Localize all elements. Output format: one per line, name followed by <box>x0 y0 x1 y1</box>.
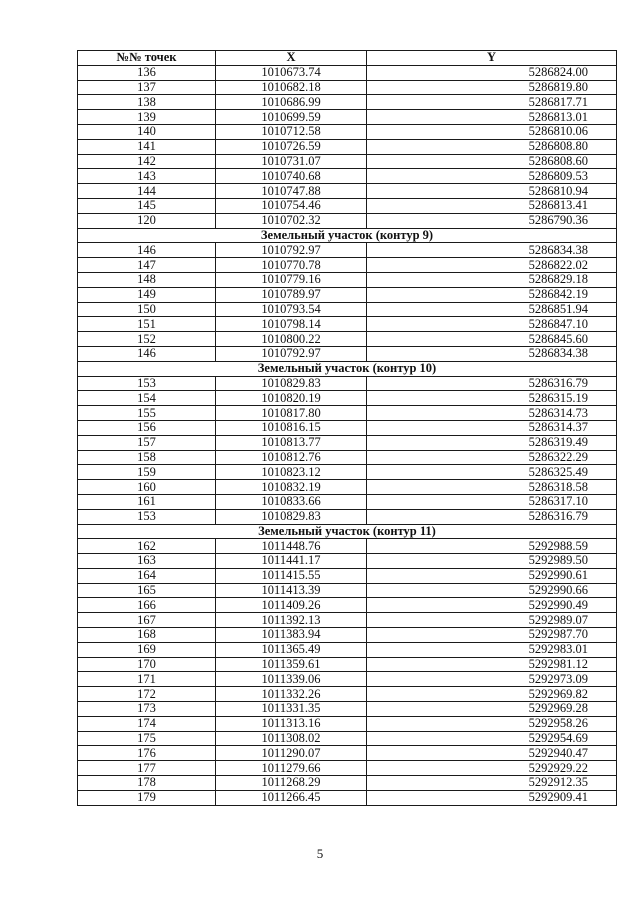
table-row <box>78 110 617 125</box>
x-coordinate-cell: 1010731.07 <box>216 154 367 169</box>
point-number-cell: 171 <box>78 672 216 687</box>
x-coordinate-cell: 1010816.15 <box>216 420 367 435</box>
table-row <box>78 272 617 287</box>
point-number-cell: 147 <box>78 258 216 273</box>
x-coordinate-cell: 1011415.55 <box>216 568 367 583</box>
y-coordinate-cell: 5292983.01 <box>367 642 617 657</box>
point-number-cell: 141 <box>78 139 216 154</box>
x-coordinate-cell: 1011448.76 <box>216 539 367 554</box>
table-row <box>78 613 617 628</box>
table-row <box>78 213 617 228</box>
table-row <box>78 139 617 154</box>
point-number-cell: 175 <box>78 731 216 746</box>
table-row <box>78 450 617 465</box>
y-coordinate-cell: 5292940.47 <box>367 746 617 761</box>
x-coordinate-cell: 1011365.49 <box>216 642 367 657</box>
x-coordinate-cell: 1011332.26 <box>216 687 367 702</box>
table-row <box>78 465 617 480</box>
y-coordinate-cell: 5286845.60 <box>367 332 617 347</box>
point-number-cell: 174 <box>78 716 216 731</box>
point-number-cell: 169 <box>78 642 216 657</box>
point-number-cell: 153 <box>78 376 216 391</box>
point-number-cell: 156 <box>78 420 216 435</box>
point-number-cell: 149 <box>78 287 216 302</box>
table-row <box>78 761 617 776</box>
x-coordinate-cell: 1011409.26 <box>216 598 367 613</box>
table-row <box>78 554 617 569</box>
point-number-cell: 145 <box>78 198 216 213</box>
y-coordinate-cell: 5286842.19 <box>367 287 617 302</box>
y-coordinate-cell: 5286319.49 <box>367 435 617 450</box>
x-coordinate-cell: 1010832.19 <box>216 480 367 495</box>
y-coordinate-cell: 5292989.07 <box>367 613 617 628</box>
x-coordinate-cell: 1011268.29 <box>216 776 367 791</box>
table-row <box>78 154 617 169</box>
point-number-cell: 177 <box>78 761 216 776</box>
point-number-cell: 167 <box>78 613 216 628</box>
point-number-cell: 140 <box>78 124 216 139</box>
table-row <box>78 80 617 95</box>
y-coordinate-cell: 5286813.01 <box>367 110 617 125</box>
y-coordinate-cell: 5292973.09 <box>367 672 617 687</box>
x-coordinate-cell: 1010792.97 <box>216 243 367 258</box>
section-row <box>78 228 617 243</box>
y-coordinate-cell: 5286810.94 <box>367 184 617 199</box>
y-coordinate-cell: 5286809.53 <box>367 169 617 184</box>
x-coordinate-cell: 1011441.17 <box>216 554 367 569</box>
table-row <box>78 376 617 391</box>
x-coordinate-cell: 1011290.07 <box>216 746 367 761</box>
point-number-cell: 172 <box>78 687 216 702</box>
table-row <box>78 480 617 495</box>
y-coordinate-cell: 5292958.26 <box>367 716 617 731</box>
table-row <box>78 716 617 731</box>
y-coordinate-cell: 5292981.12 <box>367 657 617 672</box>
y-coordinate-cell: 5286834.38 <box>367 346 617 361</box>
y-coordinate-cell: 5292987.70 <box>367 628 617 643</box>
y-coordinate-cell: 5292990.66 <box>367 583 617 598</box>
point-number-cell: 152 <box>78 332 216 347</box>
table-row <box>78 494 617 509</box>
y-coordinate-cell: 5286829.18 <box>367 272 617 287</box>
y-coordinate-cell: 5286318.58 <box>367 480 617 495</box>
point-number-cell: 148 <box>78 272 216 287</box>
table-row <box>78 420 617 435</box>
point-number-cell: 173 <box>78 702 216 717</box>
point-number-cell: 150 <box>78 302 216 317</box>
x-coordinate-cell: 1011359.61 <box>216 657 367 672</box>
table-row <box>78 731 617 746</box>
x-coordinate-cell: 1010770.78 <box>216 258 367 273</box>
point-number-cell: 153 <box>78 509 216 524</box>
x-coordinate-cell: 1010779.16 <box>216 272 367 287</box>
table-row <box>78 702 617 717</box>
point-number-cell: 168 <box>78 628 216 643</box>
point-number-cell: 138 <box>78 95 216 110</box>
point-number-cell: 164 <box>78 568 216 583</box>
y-coordinate-cell: 5292969.82 <box>367 687 617 702</box>
x-coordinate-cell: 1010812.76 <box>216 450 367 465</box>
section-row <box>78 524 617 539</box>
table-row <box>78 435 617 450</box>
y-coordinate-cell: 5292989.50 <box>367 554 617 569</box>
point-number-cell: 162 <box>78 539 216 554</box>
table-row <box>78 332 617 347</box>
point-number-cell: 161 <box>78 494 216 509</box>
point-number-cell: 170 <box>78 657 216 672</box>
x-coordinate-cell: 1010712.58 <box>216 124 367 139</box>
x-coordinate-cell: 1011413.39 <box>216 583 367 598</box>
section-row <box>78 361 617 376</box>
table-row <box>78 642 617 657</box>
table-row <box>78 790 617 805</box>
table-row <box>78 598 617 613</box>
point-number-cell: 178 <box>78 776 216 791</box>
table-body <box>78 65 617 805</box>
coordinates-table <box>77 50 617 806</box>
point-number-cell: 144 <box>78 184 216 199</box>
point-number-cell: 163 <box>78 554 216 569</box>
table-row <box>78 243 617 258</box>
point-number-cell: 176 <box>78 746 216 761</box>
table-header-row <box>78 51 617 66</box>
table-row <box>78 509 617 524</box>
x-coordinate-cell: 1010747.88 <box>216 184 367 199</box>
table-row <box>78 672 617 687</box>
table-row <box>78 583 617 598</box>
point-number-cell: 146 <box>78 346 216 361</box>
point-number-cell: 142 <box>78 154 216 169</box>
point-number-cell: 160 <box>78 480 216 495</box>
y-coordinate-cell: 5286317.10 <box>367 494 617 509</box>
y-coordinate-cell: 5286813.41 <box>367 198 617 213</box>
x-coordinate-cell: 1010793.54 <box>216 302 367 317</box>
x-coordinate-cell: 1011331.35 <box>216 702 367 717</box>
y-coordinate-cell: 5292929.22 <box>367 761 617 776</box>
table-row <box>78 539 617 554</box>
x-coordinate-cell: 1010789.97 <box>216 287 367 302</box>
point-number-cell: 120 <box>78 213 216 228</box>
x-coordinate-cell: 1011308.02 <box>216 731 367 746</box>
y-coordinate-cell: 5286316.79 <box>367 376 617 391</box>
x-coordinate-cell: 1010798.14 <box>216 317 367 332</box>
point-number-cell: 151 <box>78 317 216 332</box>
y-coordinate-cell: 5286314.37 <box>367 420 617 435</box>
section-title: Земельный участок (контур 9) <box>78 228 617 243</box>
section-title: Земельный участок (контур 10) <box>78 361 617 376</box>
x-coordinate-cell: 1011266.45 <box>216 790 367 805</box>
table-row <box>78 391 617 406</box>
y-coordinate-cell: 5286322.29 <box>367 450 617 465</box>
x-coordinate-cell: 1011339.06 <box>216 672 367 687</box>
y-coordinate-cell: 5286819.80 <box>367 80 617 95</box>
y-coordinate-cell: 5286810.06 <box>367 124 617 139</box>
point-number-cell: 159 <box>78 465 216 480</box>
y-coordinate-cell: 5286847.10 <box>367 317 617 332</box>
table-row <box>78 124 617 139</box>
point-number-cell: 143 <box>78 169 216 184</box>
point-number-cell: 166 <box>78 598 216 613</box>
table-row <box>78 657 617 672</box>
point-number-cell: 157 <box>78 435 216 450</box>
header-x: X <box>216 51 367 66</box>
y-coordinate-cell: 5286314.73 <box>367 406 617 421</box>
x-coordinate-cell: 1011313.16 <box>216 716 367 731</box>
y-coordinate-cell: 5286790.36 <box>367 213 617 228</box>
x-coordinate-cell: 1010800.22 <box>216 332 367 347</box>
x-coordinate-cell: 1010829.83 <box>216 509 367 524</box>
section-title: Земельный участок (контур 11) <box>78 524 617 539</box>
table-row <box>78 198 617 213</box>
table-row <box>78 95 617 110</box>
y-coordinate-cell: 5286325.49 <box>367 465 617 480</box>
page-number: 5 <box>316 846 324 861</box>
y-coordinate-cell: 5286834.38 <box>367 243 617 258</box>
y-coordinate-cell: 5286808.80 <box>367 139 617 154</box>
y-coordinate-cell: 5286822.02 <box>367 258 617 273</box>
x-coordinate-cell: 1010754.46 <box>216 198 367 213</box>
x-coordinate-cell: 1010686.99 <box>216 95 367 110</box>
table-row <box>78 568 617 583</box>
point-number-cell: 146 <box>78 243 216 258</box>
point-number-cell: 154 <box>78 391 216 406</box>
header-point-number: №№ точек <box>78 51 216 66</box>
y-coordinate-cell: 5292969.28 <box>367 702 617 717</box>
x-coordinate-cell: 1010740.68 <box>216 169 367 184</box>
x-coordinate-cell: 1010829.83 <box>216 376 367 391</box>
point-number-cell: 137 <box>78 80 216 95</box>
point-number-cell: 165 <box>78 583 216 598</box>
x-coordinate-cell: 1011279.66 <box>216 761 367 776</box>
header-y: Y <box>367 51 617 66</box>
y-coordinate-cell: 5286817.71 <box>367 95 617 110</box>
x-coordinate-cell: 1010702.32 <box>216 213 367 228</box>
point-number-cell: 179 <box>78 790 216 805</box>
x-coordinate-cell: 1010673.74 <box>216 65 367 80</box>
table-row <box>78 406 617 421</box>
point-number-cell: 158 <box>78 450 216 465</box>
table-row <box>78 169 617 184</box>
x-coordinate-cell: 1010820.19 <box>216 391 367 406</box>
point-number-cell: 139 <box>78 110 216 125</box>
table-row <box>78 776 617 791</box>
table-row <box>78 346 617 361</box>
table-row <box>78 258 617 273</box>
x-coordinate-cell: 1010817.80 <box>216 406 367 421</box>
x-coordinate-cell: 1010813.77 <box>216 435 367 450</box>
table-row <box>78 317 617 332</box>
point-number-cell: 136 <box>78 65 216 80</box>
y-coordinate-cell: 5292990.49 <box>367 598 617 613</box>
point-number-cell: 155 <box>78 406 216 421</box>
y-coordinate-cell: 5292954.69 <box>367 731 617 746</box>
table-row <box>78 628 617 643</box>
y-coordinate-cell: 5292990.61 <box>367 568 617 583</box>
y-coordinate-cell: 5286808.60 <box>367 154 617 169</box>
y-coordinate-cell: 5292912.35 <box>367 776 617 791</box>
x-coordinate-cell: 1010699.59 <box>216 110 367 125</box>
y-coordinate-cell: 5286851.94 <box>367 302 617 317</box>
y-coordinate-cell: 5292988.59 <box>367 539 617 554</box>
y-coordinate-cell: 5292909.41 <box>367 790 617 805</box>
x-coordinate-cell: 1011383.94 <box>216 628 367 643</box>
x-coordinate-cell: 1010823.12 <box>216 465 367 480</box>
table-row <box>78 184 617 199</box>
table-row <box>78 687 617 702</box>
x-coordinate-cell: 1010726.59 <box>216 139 367 154</box>
x-coordinate-cell: 1011392.13 <box>216 613 367 628</box>
y-coordinate-cell: 5286824.00 <box>367 65 617 80</box>
table-row <box>78 746 617 761</box>
x-coordinate-cell: 1010792.97 <box>216 346 367 361</box>
x-coordinate-cell: 1010833.66 <box>216 494 367 509</box>
table-row <box>78 287 617 302</box>
y-coordinate-cell: 5286315.19 <box>367 391 617 406</box>
table-row <box>78 65 617 80</box>
y-coordinate-cell: 5286316.79 <box>367 509 617 524</box>
table-row <box>78 302 617 317</box>
x-coordinate-cell: 1010682.18 <box>216 80 367 95</box>
